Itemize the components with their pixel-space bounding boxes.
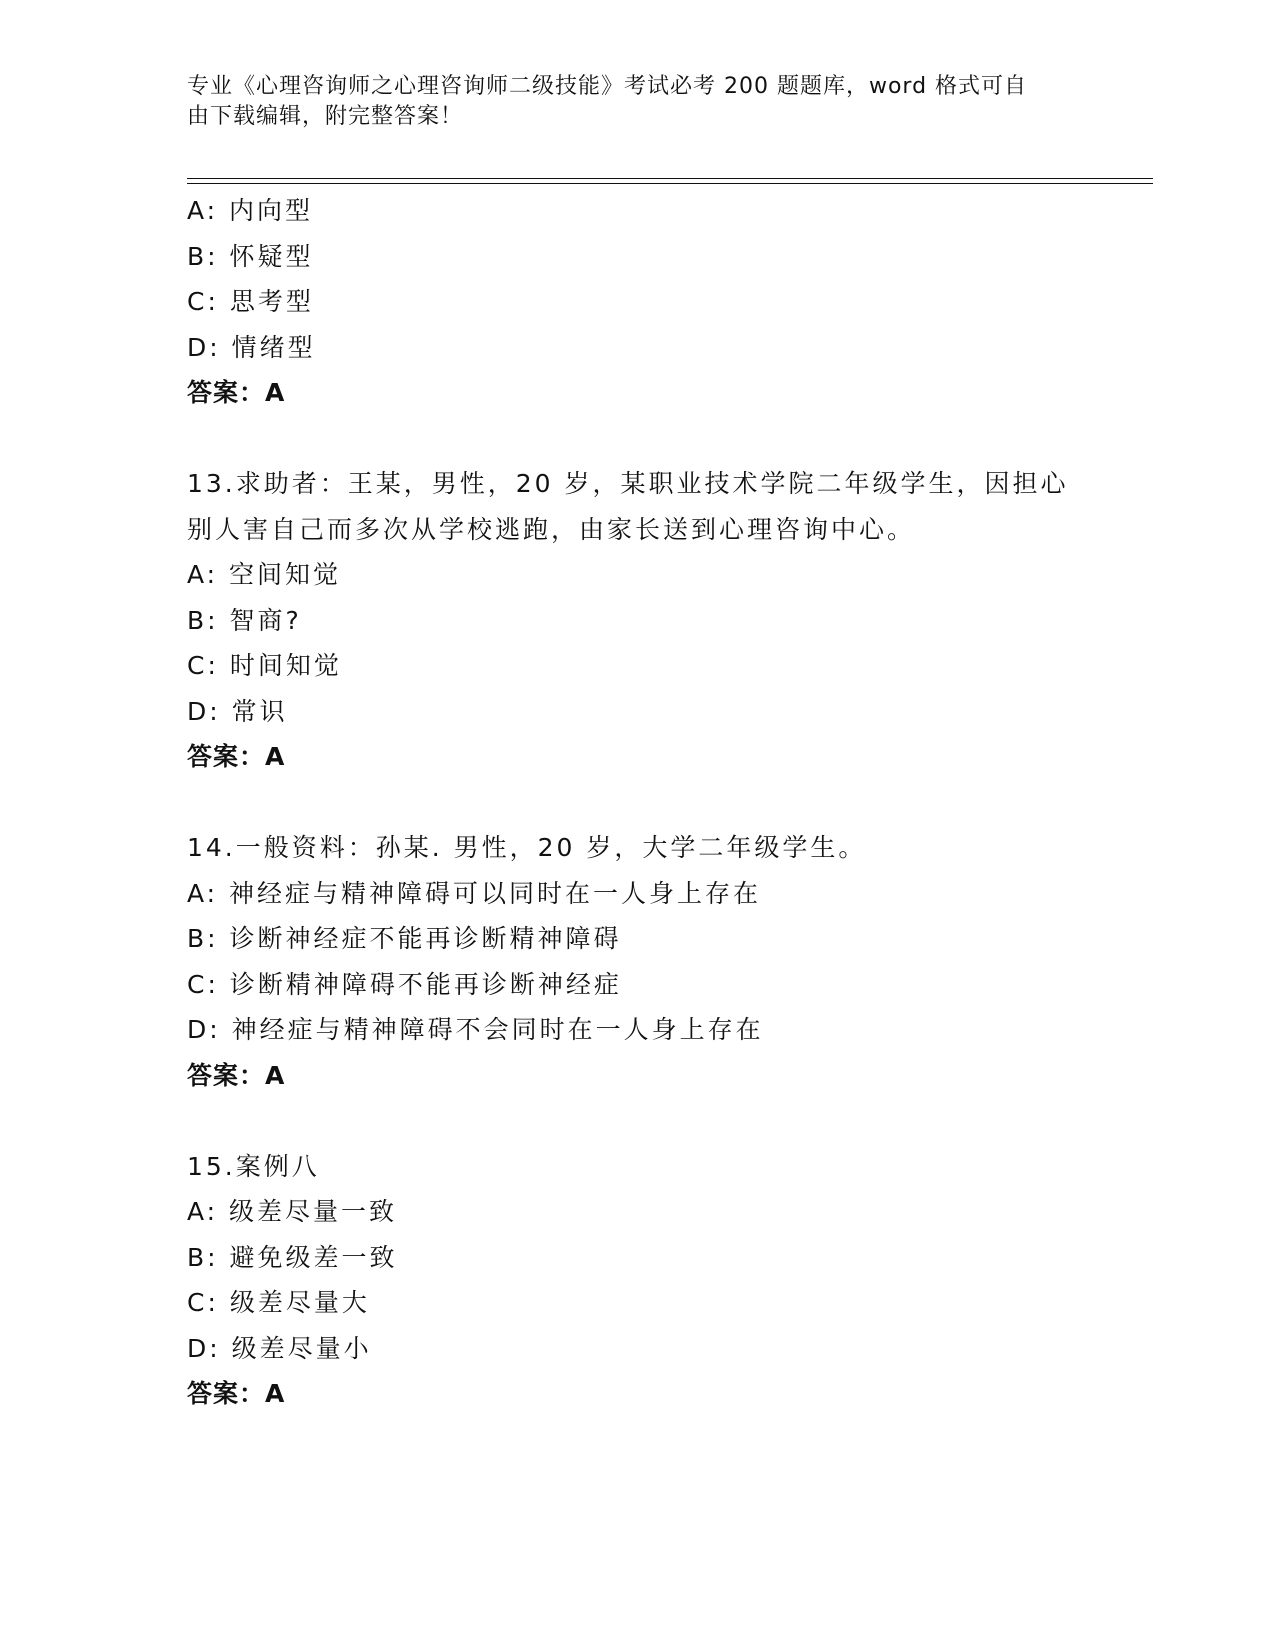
option-c: C: 诊断精神障碍不能再诊断神经症	[187, 969, 622, 999]
option-a: A: 空间知觉	[187, 560, 342, 589]
question-stem: 15.案例八	[187, 1151, 320, 1181]
answer-line: 答案：A	[187, 378, 286, 407]
spacer	[187, 1098, 1087, 1144]
option-c: C: 时间知觉	[187, 651, 342, 680]
spacer	[187, 416, 1087, 462]
option-a: A: 内向型	[187, 196, 314, 225]
question-block-15	[187, 1144, 1087, 1417]
question-block-13	[187, 461, 1087, 780]
question-block-14	[187, 825, 1087, 1098]
question-stem-continued: 别人害自己而多次从学校逃跑，由家长送到心理咨询中心。	[187, 514, 916, 544]
header-line-2: 由下载编辑，附完整答案！	[187, 104, 464, 129]
question-list	[187, 188, 1087, 1417]
option-c: C: 级差尽量大	[187, 1288, 370, 1317]
spacer	[187, 780, 1087, 826]
option-b: B: 怀疑型	[187, 241, 314, 271]
question-block-12	[187, 188, 1087, 416]
option-b: B: 智商?	[187, 605, 302, 635]
answer-line: 答案：A	[187, 742, 286, 771]
option-d: D: 神经症与精神障碍不会同时在一人身上存在	[187, 1015, 764, 1044]
option-d: D: 情绪型	[187, 332, 316, 362]
option-d: D: 常识	[187, 696, 288, 726]
option-b: B: 避免级差一致	[187, 1242, 398, 1272]
option-a: A: 神经症与精神障碍可以同时在一人身上存在	[187, 878, 762, 908]
answer-line: 答案：A	[187, 1379, 286, 1408]
header-divider-thin	[187, 183, 1153, 184]
option-b: B: 诊断神经症不能再诊断精神障碍	[187, 924, 622, 953]
question-stem: 13.求助者：王某，男性，20 岁，某职业技术学院二年级学生，因担心	[187, 469, 1069, 498]
option-a: A: 级差尽量一致	[187, 1197, 398, 1226]
document-header	[187, 72, 1067, 132]
header-divider-thick	[187, 178, 1153, 179]
option-c: C: 思考型	[187, 287, 314, 316]
question-stem: 14.一般资料：孙某. 男性，20 岁，大学二年级学生。	[187, 833, 867, 862]
answer-line: 答案：A	[187, 1060, 286, 1090]
option-d: D: 级差尽量小	[187, 1333, 372, 1363]
header-line-1: 专业《心理咨询师之心理咨询师二级技能》考试必考 200 题题库，word 格式可自	[187, 74, 1028, 99]
